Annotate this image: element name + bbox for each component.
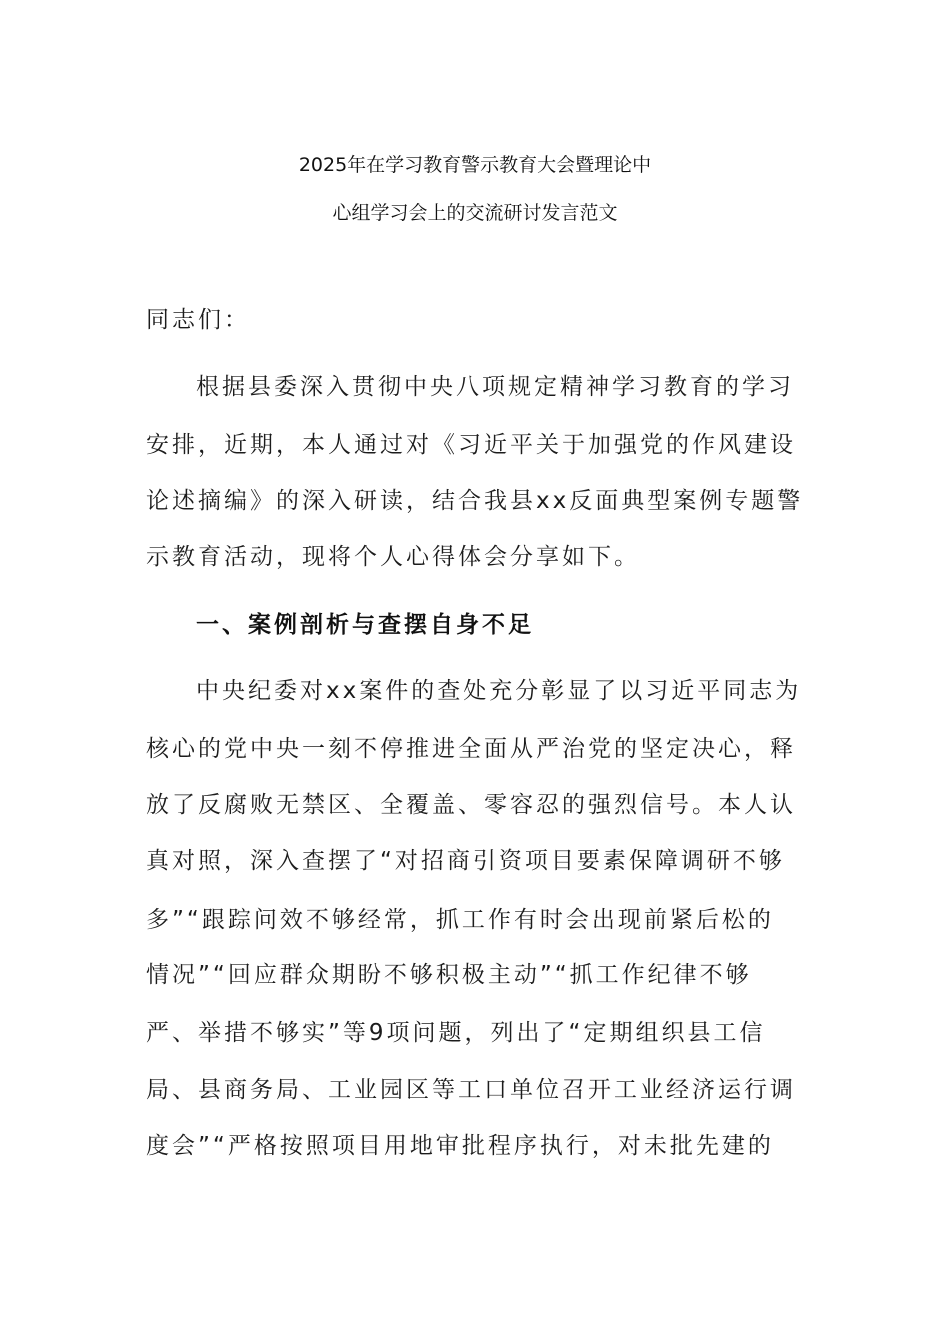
document-title-line-2: 心组学习会上的交流研讨发言范文 (332, 202, 618, 224)
intro-line-2: 安排，近期，本人通过对《习近平关于加强党的作风建设 (146, 432, 796, 458)
intro-line-3: 论述摘编》的深入研读，结合我县xx反面典型案例专题警 (146, 488, 804, 514)
section1-line-2: 核心的党中央一刻不停推进全面从严治党的坚定决心，释 (146, 736, 796, 762)
intro-line-4: 示教育活动，现将个人心得体会分享如下。 (146, 544, 640, 570)
intro-line-1: 根据县委深入贯彻中央八项规定精神学习教育的学习 (196, 374, 794, 400)
salutation: 同志们： (146, 307, 250, 333)
section-heading-1: 一、案例剖析与查摆自身不足 (196, 612, 534, 638)
section1-line-5: 多”“跟踪问效不够经常，抓工作有时会出现前紧后松的 (146, 907, 774, 933)
section1-line-1: 中央纪委对xx案件的查处充分彰显了以习近平同志为 (196, 678, 802, 704)
section1-line-4: 真对照，深入查摆了“对招商引资项目要素保障调研不够 (146, 848, 785, 874)
section1-line-9: 度会”“严格按照项目用地审批程序执行，对未批先建的 (146, 1133, 774, 1159)
section1-line-8: 局、县商务局、工业园区等工口单位召开工业经济运行调 (146, 1077, 796, 1103)
section1-line-3: 放了反腐败无禁区、全覆盖、零容忍的强烈信号。本人认 (146, 792, 796, 818)
document-title-line-1: 2025年在学习教育警示教育大会暨理论中 (298, 154, 652, 176)
section1-line-6: 情况”“回应群众期盼不够积极主动”“抓工作纪律不够 (146, 962, 752, 988)
section1-line-7: 严、举措不够实”等9项问题，列出了“定期组织县工信 (146, 1020, 766, 1046)
